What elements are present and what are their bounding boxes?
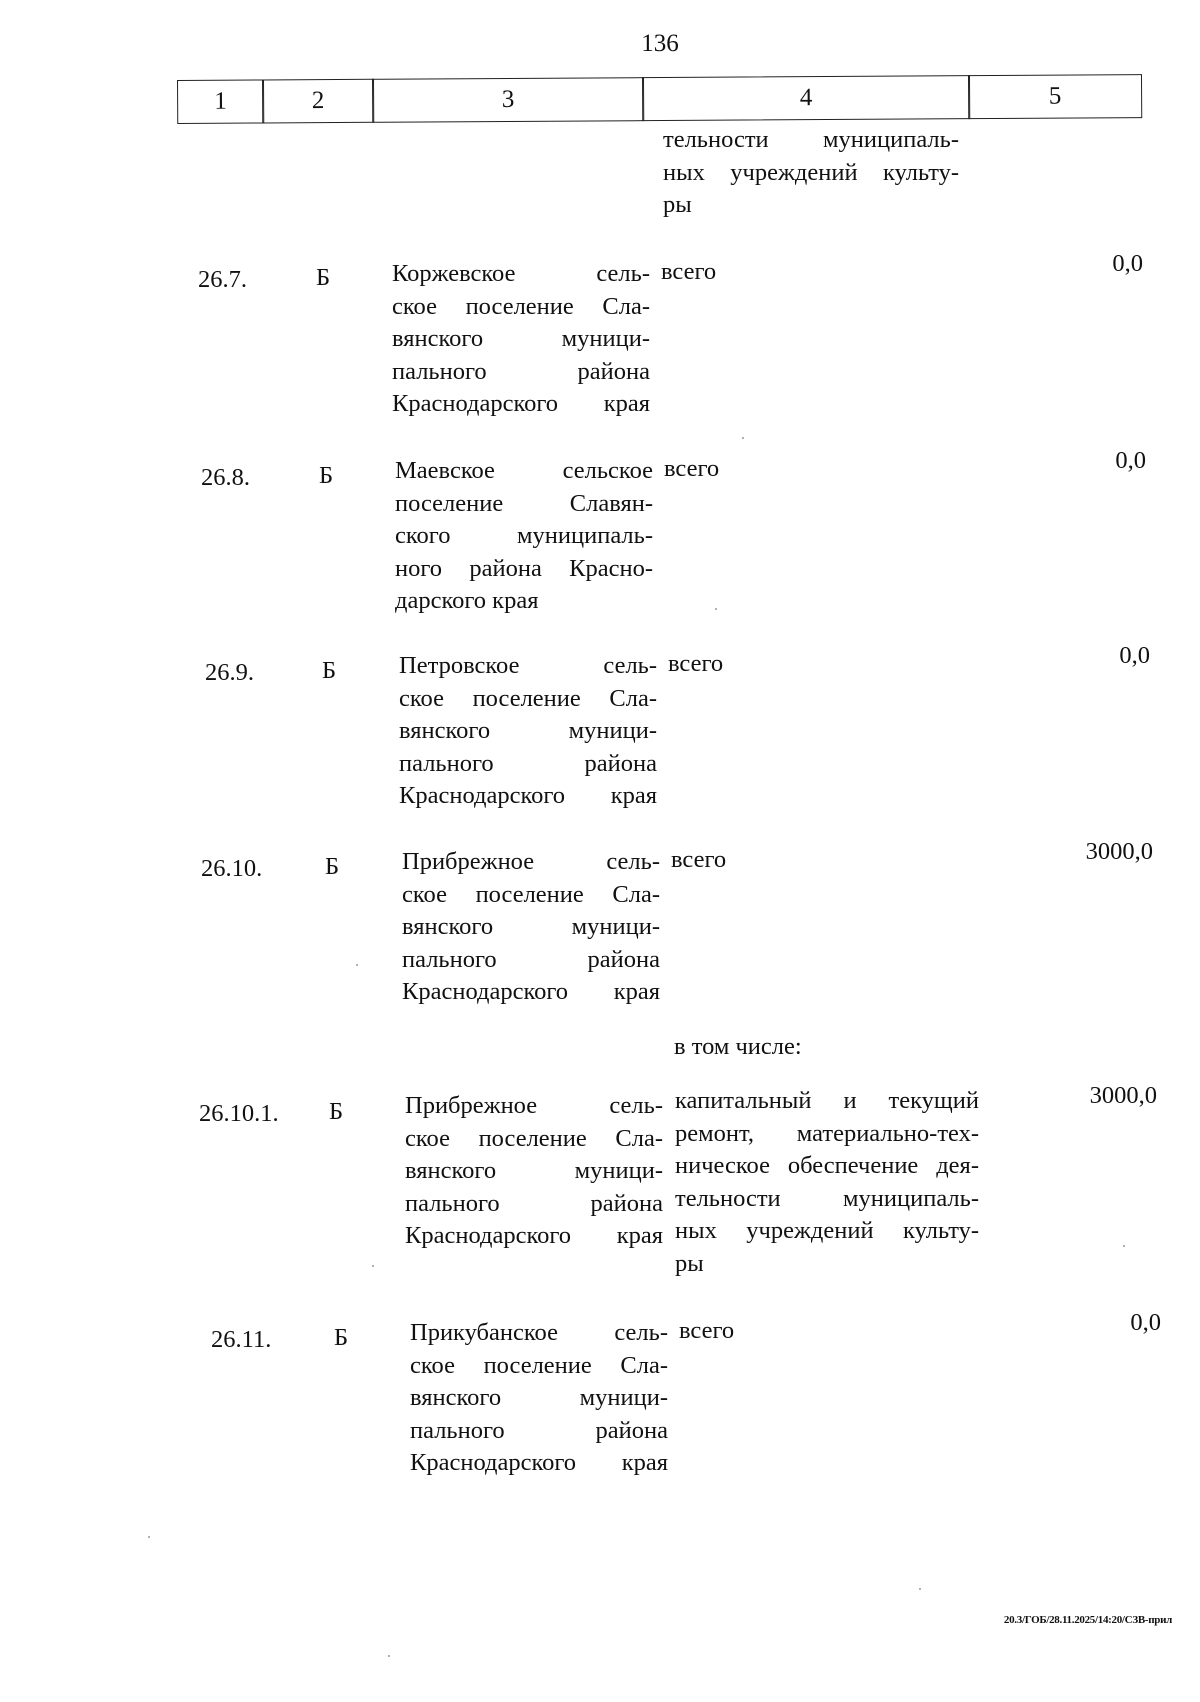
text-line: Прибрежное сель- [405, 1092, 663, 1119]
header-col-4: 4 [642, 75, 970, 121]
row-description [675, 1085, 979, 1280]
header-col-5: 5 [968, 74, 1142, 119]
row-value: 0,0 [1119, 642, 1150, 669]
header-col-1: 1 [177, 79, 264, 124]
text-line: ское поселение Сла- [405, 1124, 663, 1152]
scan-speck [372, 1265, 374, 1267]
continuation-text [663, 124, 959, 222]
row-value: 0,0 [1130, 1309, 1161, 1336]
row-value: 3000,0 [1085, 838, 1153, 865]
text-line: вянского муници- [405, 1157, 663, 1184]
text-line: Краснодарского края [399, 782, 657, 809]
text-line: пального района [402, 945, 660, 973]
text-line: Коржевское сель- [392, 260, 650, 287]
row-value: 3000,0 [1089, 1082, 1157, 1109]
document-code: 20.3/ГОБ/28.11.2025/14:20/СЗВ-прил [1003, 1614, 1172, 1626]
row-code: Б [325, 853, 340, 880]
text-line: пального района [410, 1416, 668, 1444]
scan-speck [919, 1588, 921, 1590]
text-line: ское поселение Сла- [392, 292, 650, 320]
page-number: 136 [641, 30, 679, 57]
row-description: всего [661, 258, 717, 285]
scan-speck [1123, 1245, 1125, 1247]
text-line: ры [663, 191, 692, 218]
scan-speck [356, 964, 358, 966]
row-name [405, 1090, 663, 1253]
row-value: 0,0 [1115, 447, 1146, 474]
text-line: Краснодарского края [392, 390, 650, 417]
text-line: Краснодарского края [402, 978, 660, 1005]
text-line: пального района [399, 749, 657, 777]
row-number: 26.8. [201, 464, 250, 491]
text-line: Краснодарского края [405, 1222, 663, 1249]
text-line: ского муниципаль- [395, 522, 653, 549]
text-line: ремонт, материально-тех- [675, 1119, 979, 1147]
text-line: поселение Славян- [395, 489, 653, 517]
scan-speck [742, 437, 744, 439]
text-line: ного района Красно- [395, 554, 653, 582]
table-header [177, 74, 1142, 126]
text-line: Прикубанское сель- [410, 1319, 668, 1346]
scan-speck [148, 1536, 150, 1538]
including-label: в том числе: [674, 1033, 802, 1060]
row-name [399, 650, 657, 813]
row-number: 26.10. [201, 855, 263, 882]
row-number: 26.9. [205, 659, 254, 686]
text-line: дарского края [395, 587, 539, 614]
row-value: 0,0 [1112, 250, 1143, 277]
row-code: Б [319, 462, 334, 489]
text-line: ры [675, 1249, 704, 1277]
scan-speck [388, 1655, 390, 1657]
text-line: тельности муниципаль- [663, 126, 959, 153]
text-line: Краснодарского края [410, 1449, 668, 1476]
row-name [402, 846, 660, 1009]
text-line: ническое обеспечение дея- [675, 1152, 979, 1179]
row-description: всего [679, 1317, 735, 1344]
text-line: капитальный и текущий [675, 1087, 979, 1114]
row-code: Б [316, 264, 331, 291]
text-line: ское поселение Сла- [399, 684, 657, 712]
text-line: тельности муниципаль- [675, 1184, 979, 1212]
row-description: всего [668, 650, 724, 677]
text-line: Маевское сельское [395, 457, 653, 484]
row-number: 26.11. [211, 1326, 272, 1353]
header-col-3: 3 [372, 77, 644, 123]
row-code: Б [334, 1324, 349, 1351]
text-line: ных учреждений культу- [663, 158, 959, 186]
row-number: 26.7. [198, 266, 247, 293]
row-description: всего [664, 455, 720, 482]
text-line: Прибрежное сель- [402, 848, 660, 875]
row-code: Б [322, 657, 337, 684]
header-col-2: 2 [262, 79, 374, 124]
row-name [410, 1317, 668, 1480]
text-line: Петровское сель- [399, 652, 657, 679]
text-line: пального района [392, 357, 650, 385]
text-line: вянского муници- [399, 717, 657, 744]
text-line: ных учреждений культу- [675, 1217, 979, 1244]
row-code: Б [329, 1098, 344, 1125]
scan-speck [715, 608, 717, 610]
text-line: вянского муници- [392, 325, 650, 352]
row-number: 26.10.1. [199, 1100, 279, 1127]
row-name [392, 258, 650, 421]
text-line: пального района [405, 1189, 663, 1217]
text-line: ское поселение Сла- [410, 1351, 668, 1379]
row-description: всего [671, 846, 727, 873]
text-line: ское поселение Сла- [402, 880, 660, 908]
row-name [395, 455, 653, 618]
text-line: вянского муници- [410, 1384, 668, 1411]
text-line: вянского муници- [402, 913, 660, 940]
